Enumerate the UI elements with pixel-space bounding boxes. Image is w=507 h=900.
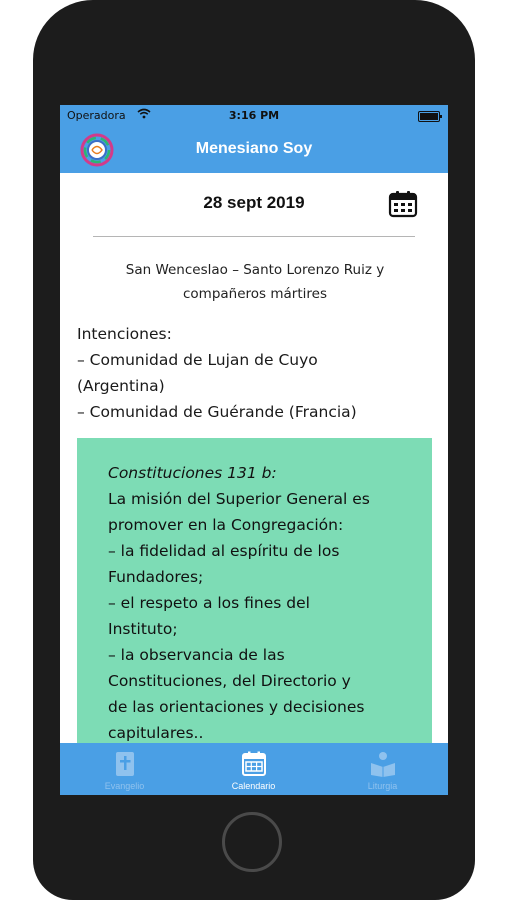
- battery-icon: [418, 111, 440, 122]
- reading-line: – la observancia de las: [108, 646, 285, 664]
- home-button[interactable]: [222, 812, 282, 872]
- intentions-title: Intenciones:: [77, 325, 172, 343]
- tab-liturgia[interactable]: [318, 743, 447, 795]
- tab-calendario[interactable]: [189, 743, 318, 795]
- tab-bar: [60, 743, 448, 795]
- reading-line: – la fidelidad al espíritu de los: [108, 542, 340, 560]
- main-content: [60, 173, 448, 743]
- bible-icon: [112, 751, 138, 777]
- nav-title: Menesiano Soy: [195, 140, 313, 157]
- date-label: 28 sept 2019: [203, 193, 305, 212]
- reading-title: Constituciones 131 b:: [108, 464, 277, 482]
- tab-evangelio[interactable]: [60, 743, 189, 795]
- tab-label: Liturgia: [367, 781, 398, 791]
- intentions-block: [77, 321, 437, 425]
- reading-line: de las orientaciones y decisiones: [108, 698, 365, 716]
- saint-line: compañeros mártires: [183, 286, 327, 302]
- intention-line: – Comunidad de Guérande (Francia): [77, 403, 357, 421]
- calendar-icon[interactable]: [388, 190, 418, 218]
- reading-line: La misión del Superior General es: [108, 490, 370, 508]
- status-time: 3:16 PM: [228, 109, 280, 122]
- tab-label: Calendario: [231, 781, 276, 791]
- reading-line: capitulares..: [108, 724, 204, 742]
- carrier-name: Operadora: [67, 109, 126, 122]
- app-screen: [60, 105, 448, 795]
- status-bar: [60, 105, 448, 127]
- open-book-icon: [370, 751, 396, 777]
- reading-box: [77, 438, 432, 743]
- calendar-icon: [241, 751, 267, 777]
- reading-line: promover en la Congregación:: [108, 516, 344, 534]
- saint-line: San Wenceslao – Santo Lorenzo Ruiz y: [125, 262, 385, 278]
- intention-line: – Comunidad de Lujan de Cuyo: [77, 351, 318, 369]
- reading-line: Instituto;: [108, 620, 178, 638]
- intention-line: (Argentina): [77, 377, 165, 395]
- nav-bar: [60, 127, 448, 173]
- reading-line: Constituciones, del Directorio y: [108, 672, 351, 690]
- divider: [93, 236, 415, 237]
- tab-label: Evangelio: [104, 781, 145, 791]
- saint-of-day: [90, 258, 420, 306]
- reading-line: Fundadores;: [108, 568, 204, 586]
- reading-line: – el respeto a los fines del: [108, 594, 310, 612]
